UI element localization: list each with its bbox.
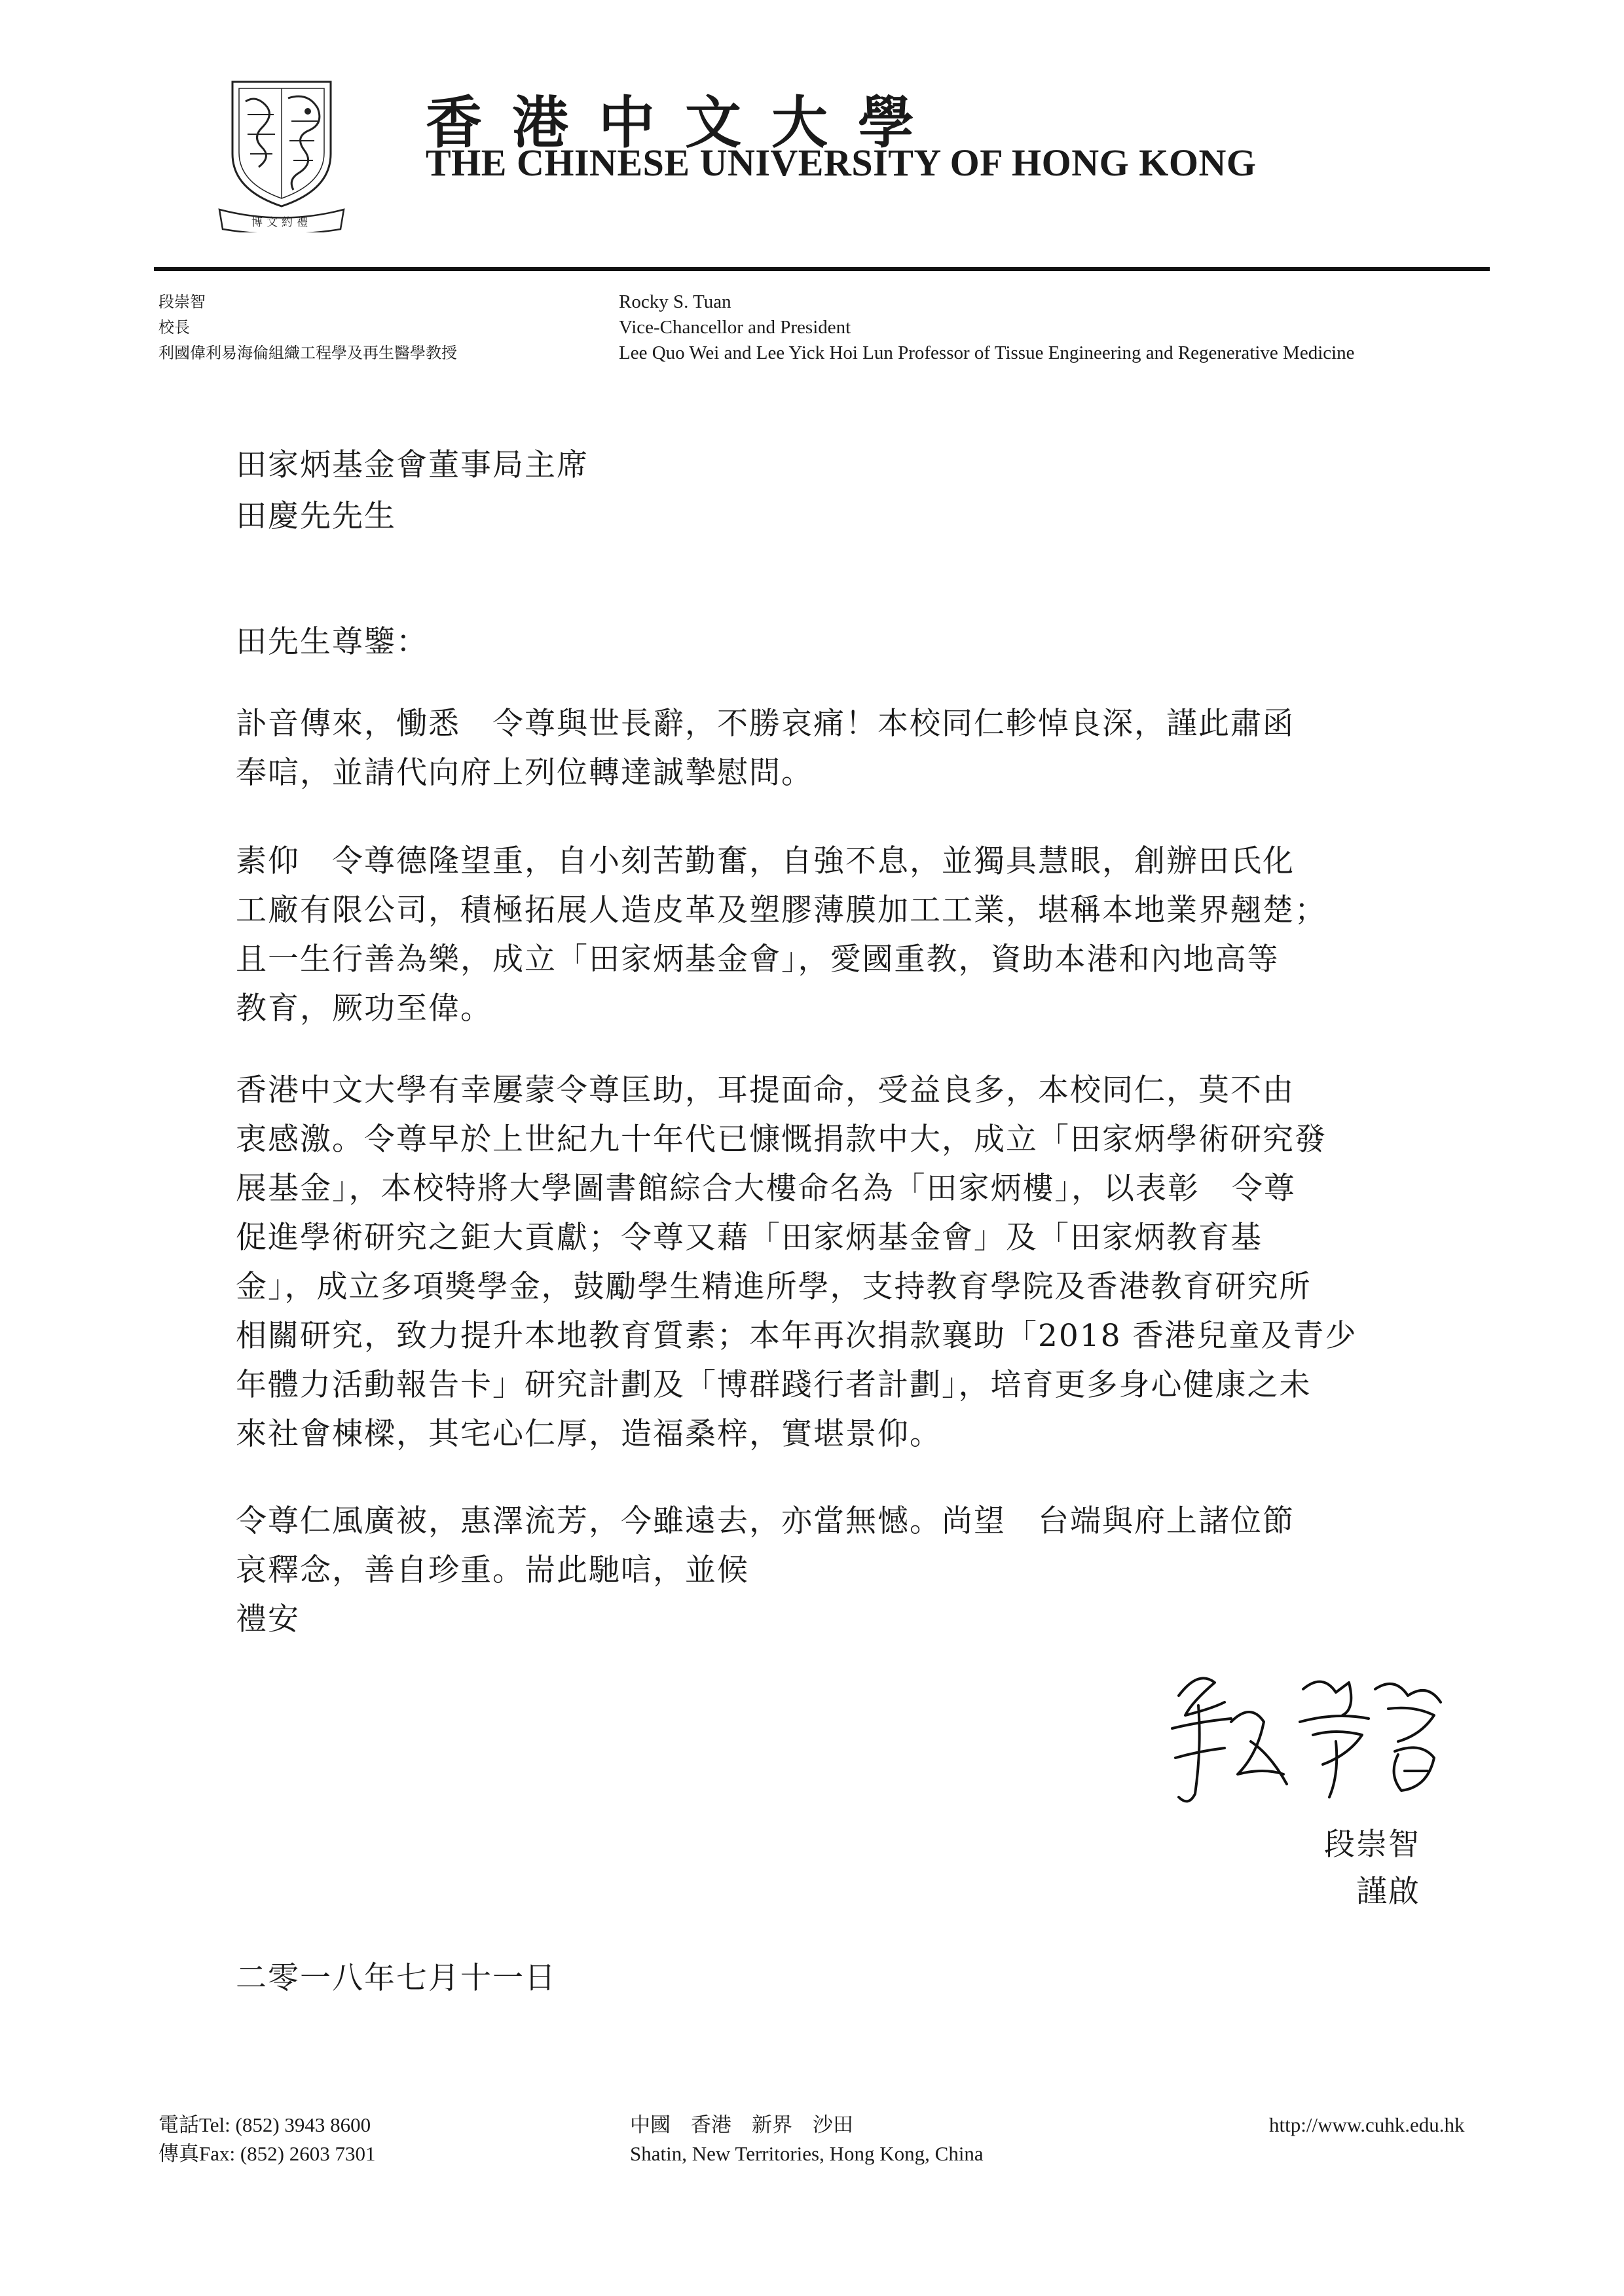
- addressee-name: 田慶先先生: [236, 498, 396, 534]
- footer-address-zh: 中國 香港 新界 沙田: [630, 2113, 853, 2136]
- paragraph-line: 衷感激。令尊早於上世紀九十年代已慷慨捐款中大，成立「田家炳學術研究發: [236, 1121, 1327, 1157]
- sender-title-en: Vice-Chancellor and President: [619, 317, 851, 338]
- footer-website-link[interactable]: http://www.cuhk.edu.hk: [1269, 2113, 1465, 2136]
- paragraph-tribute: [236, 837, 1327, 1033]
- sender-professorship-zh: 利國偉利易海倫組織工程學及再生醫學教授: [158, 344, 457, 362]
- paragraph-line: 相關研究，致力提升本地教育質素；本年再次捐款襄助「2018 香港兒童及青少: [236, 1318, 1357, 1354]
- paragraph-line: 哀釋念，善自珍重。耑此馳唁，並候: [236, 1552, 749, 1588]
- paragraph-condolence: [236, 699, 1295, 797]
- addressee-block: [236, 440, 589, 542]
- sender-title-zh: 校長: [158, 318, 190, 337]
- paragraph-line: 素仰 令尊德隆望重，自小刻苦勤奮，自強不息，並獨具慧眼，創辦田氏化: [236, 843, 1295, 879]
- footer-fax: 傳真Fax: (852) 2603 7301: [158, 2142, 376, 2165]
- closing-phrase: 謹啟: [1356, 1874, 1420, 1910]
- sender-name-en: Rocky S. Tuan: [619, 291, 731, 312]
- footer-telephone: 電話Tel: (852) 3943 8600: [158, 2113, 371, 2136]
- paragraph-closing: [236, 1497, 1295, 1644]
- paragraph-line: 訃音傳來，慟悉 令尊與世長辭，不勝哀痛！本校同仁軫悼良深，謹此肅函: [236, 706, 1295, 742]
- paragraph-line: 香港中文大學有幸屢蒙令尊匡助，耳提面命，受益良多，本校同仁，莫不由: [236, 1072, 1295, 1108]
- university-name-zh: 香港中文大學: [426, 90, 944, 156]
- addressee-title: 田家炳基金會董事局主席: [236, 447, 589, 483]
- paragraph-line: 來社會棟樑，其宅心仁厚，造福桑梓，實堪景仰。: [236, 1416, 942, 1452]
- paragraph-line: 且一生行善為樂，成立「田家炳基金會」，愛國重教，資助本港和內地高等: [236, 941, 1280, 977]
- closing-sender-name: 段崇智: [1324, 1827, 1420, 1863]
- university-name-en: THE CHINESE UNIVERSITY OF HONG KONG: [426, 141, 1257, 184]
- paragraph-line: 促進學術研究之鉅大貢獻；令尊又藉「田家炳基金會」及「田家炳教育基: [236, 1220, 1263, 1256]
- sender-name-zh: 段崇智: [158, 293, 206, 311]
- sender-info-zh: [158, 289, 457, 366]
- paragraph-line: 令尊仁風廣被，惠澤流芳，今雖遠去，亦當無憾。尚望 台端與府上諸位節: [236, 1503, 1295, 1539]
- salutation: 田先生尊鑒：: [236, 624, 428, 660]
- sender-professorship-en: Lee Quo Wei and Lee Yick Hoi Lun Professor of Tissue Engineering and Regenerative Medicine: [619, 342, 1355, 363]
- letter-date: 二零一八年七月十一日: [236, 1960, 557, 1996]
- paragraph-line: 展基金」，本校特將大學圖書館綜合大樓命名為「田家炳樓」，以表彰 令尊: [236, 1171, 1296, 1207]
- handwritten-signature: [1153, 1643, 1460, 1820]
- letterhead-divider: [154, 267, 1490, 271]
- footer-address-en: Shatin, New Territories, Hong Kong, China: [630, 2142, 984, 2165]
- paragraph-line: 年體力活動報告卡」研究計劃及「博群踐行者計劃」，培育更多身心健康之未: [236, 1367, 1312, 1403]
- paragraph-line: 工廠有限公司，積極拓展人造皮革及塑膠薄膜加工工業，堪稱本地業界翹楚；: [236, 892, 1327, 928]
- university-crest-icon: [216, 75, 347, 232]
- sender-info-en: [619, 289, 1355, 366]
- footer-contact: [158, 2111, 376, 2168]
- paragraph-line: 金」，成立多項獎學金，鼓勵學生精進所學，支持教育學院及香港教育研究所: [236, 1269, 1312, 1305]
- paragraph-gratitude: [236, 1066, 1357, 1459]
- closing-block: [1324, 1821, 1420, 1916]
- paragraph-line: 禮安: [236, 1601, 300, 1637]
- crest-motto: 博文約禮: [251, 216, 312, 229]
- footer-address: [630, 2111, 984, 2168]
- paragraph-line: 奉唁，並請代向府上列位轉達誠摯慰問。: [236, 755, 813, 791]
- paragraph-line: 教育，厥功至偉。: [236, 991, 492, 1027]
